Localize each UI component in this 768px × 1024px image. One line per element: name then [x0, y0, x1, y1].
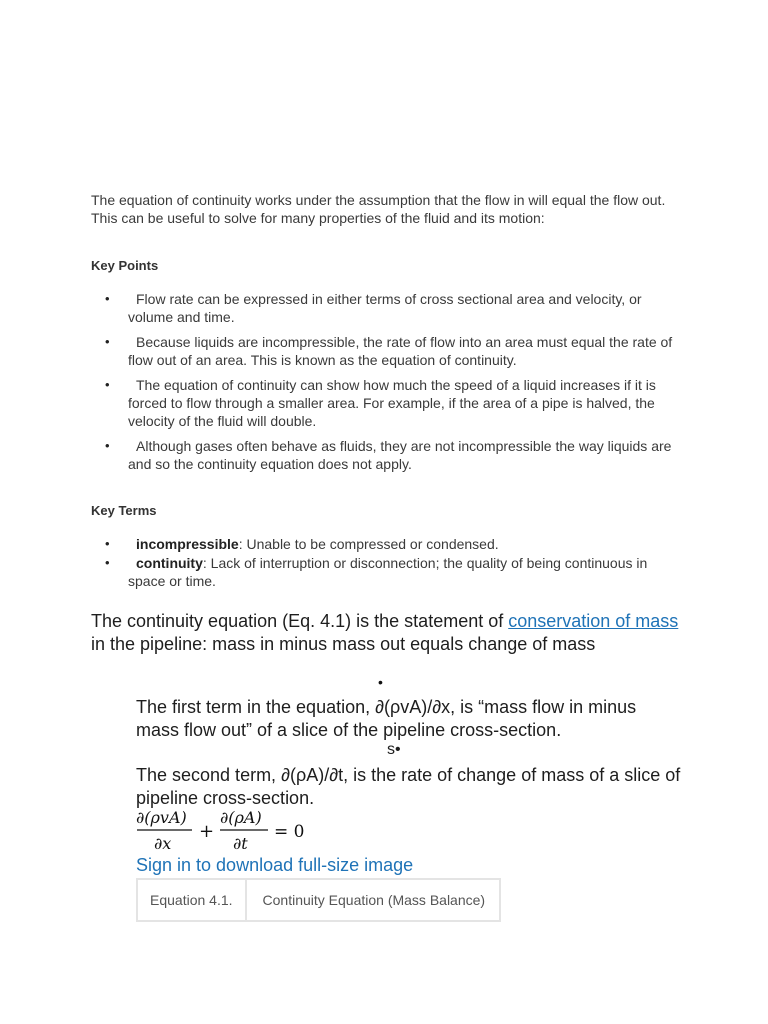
term-incompressible: incompressible: [136, 536, 239, 552]
sign-in-download-link[interactable]: Sign in to download full-size image: [136, 855, 414, 875]
term2-numerator: ∂(ρA): [220, 808, 262, 827]
list-item: • Because liquids are incompressible, the rate of flow into an area must equal the rate of flow out of an area. This is known as the equation of continuity.: [91, 333, 676, 369]
term-definition: : Lack of interruption or disconnection; the quality of being continuous in space or time.: [128, 555, 648, 589]
bullet-marker: •: [378, 674, 383, 690]
list-item: [91, 554, 676, 590]
key-points-heading: Key Points: [91, 258, 159, 273]
term2-denominator: ∂t: [233, 834, 248, 853]
term1-denominator: ∂x: [154, 834, 172, 853]
first-term-text: The first term in the equation, ∂(ρvA)/∂x, is “mass flow in minus mass flow out” of a slice of the pipeline cross-section.: [136, 697, 637, 740]
list-item: [91, 535, 676, 553]
continuity-equation-image: [136, 806, 316, 854]
continuity-statement: The continuity equation (Eq. 4.1) is the statement of conservation of mass in the pipeline: mass in minus mass out equals change of mass: [91, 611, 679, 654]
second-term-text: The second term, ∂(ρA)/∂t, is the rate of change of mass of a slice of pipeline cross-section.: [136, 765, 681, 808]
equation-title: Continuity Equation (Mass Balance): [246, 879, 501, 921]
s-bullet-marker: s•: [387, 741, 401, 758]
equals-zero: = 0: [274, 822, 305, 842]
equation-caption-table: [136, 878, 501, 922]
intro-paragraph: The equation of continuity works under the assumption that the flow in will equal the flow out. This can be useful to solve for many properties of the fluid and its motion:: [91, 192, 666, 226]
key-terms-heading: Key Terms: [91, 503, 157, 518]
plus-sign: +: [199, 821, 215, 842]
term1-numerator: ∂(ρvA): [136, 808, 187, 827]
list-item: • Flow rate can be expressed in either terms of cross sectional area and velocity, or volume and time.: [91, 290, 676, 326]
term-continuity: continuity: [136, 555, 203, 571]
equation-label: Equation 4.1.: [137, 879, 246, 921]
key-points-list: [91, 290, 676, 480]
term-definition: : Unable to be compressed or condensed.: [238, 536, 499, 552]
list-item: • Although gases often behave as fluids, they are not incompressible the way liquids are and so the continuity equation does not apply.: [91, 437, 676, 473]
key-terms-list: [91, 535, 676, 591]
list-item: • The equation of continuity can show how much the speed of a liquid increases if it is forced to flow through a smaller area. For example, if the area of a pipe is halved, the velocity of the fluid will double.: [91, 376, 676, 430]
conservation-of-mass-link[interactable]: conservation of mass: [508, 611, 679, 631]
